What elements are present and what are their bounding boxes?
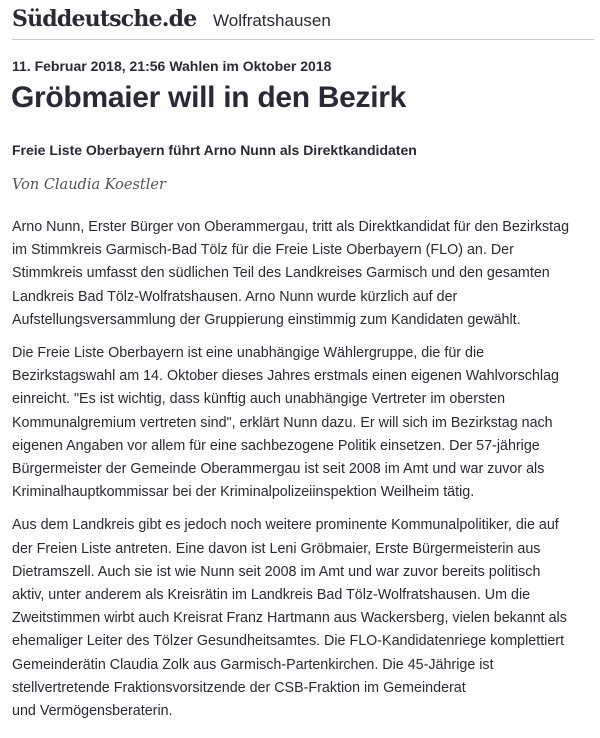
paragraph — [12, 514, 592, 723]
text-line: eigenen Angaben vor allem für eine sachbezogene Politik einsetzen. Der 57-jährige — [12, 437, 540, 454]
text-line: Dietramszell. Auch sie ist wie Nunn seit 2008 im Amt und war zuvor bereits politisch — [12, 563, 541, 580]
article-meta — [12, 58, 331, 74]
text-line: Aufstellungsversammlung der Gruppierung einstimmig zum Kandidaten gewählt. — [12, 311, 521, 328]
site-logo[interactable]: Süddeutsche.de — [12, 6, 197, 32]
header-divider — [12, 39, 594, 40]
text-line: Aus dem Landkreis gibt es jedoch noch weitere prominente Kommunalpolitiker, die auf — [12, 517, 559, 534]
article-date: 11. Februar 2018, 21:56 — [12, 58, 166, 74]
article-author: Von Claudia Koestler — [12, 177, 166, 193]
text-line: und Vermögensberaterin. — [12, 703, 173, 720]
article-teaser: Freie Liste Oberbayern führt Arno Nunn als Direktkandidaten — [12, 142, 417, 158]
paragraph — [12, 216, 592, 332]
text-line: Kommunalgremium vertreten sind", erklärt Nunn dazu. Er will sich im Bezirkstag nach — [12, 414, 553, 431]
text-line: einreicht. "Es ist wichtig, dass künftig auch unabhängige Vertreter im obersten — [12, 391, 506, 408]
text-line: Die Freie Liste Oberbayern ist eine unabhängige Wählergruppe, die für die — [12, 345, 485, 362]
text-line: Bürgermeister der Gemeinde Oberammergau ist seit 2008 im Amt und war zuvor als — [12, 461, 545, 478]
article-body — [12, 216, 592, 733]
text-line: Gemeinderätin Claudia Zolk aus Garmisch-Partenkirchen. Die 45-Jährige ist — [12, 656, 494, 673]
article-headline: Gröbmaier will in den Bezirk — [11, 81, 407, 114]
text-line: Arno Nunn, Erster Bürger von Oberammergau, tritt als Direktkandidat für den Bezirkstag — [12, 219, 570, 235]
site-header — [0, 0, 600, 40]
text-line: Zweitstimmen wirbt auch Kreisrat Franz Hartmann aus Wackersberg, vielen bekannt als — [12, 610, 567, 627]
text-line: Bezirkstagswahl am 14. Oktober dieses Jahres erstmals einen eigenen Wahlvorschlag — [12, 368, 559, 385]
text-line: ehemaliger Leiter des Tölzer Gesundheitsamtes. Die FLO-Kandidatenriege komplettiert — [12, 633, 565, 650]
text-line: aktiv, unter anderem als Kreisrätin im Landkreis Bad Tölz-Wolfratshausen. Um die — [12, 587, 531, 604]
section-link[interactable]: Wolfratshausen — [213, 11, 331, 30]
text-line: Kriminalhauptkommissar bei der Kriminalpolizeiinspektion Weilheim tätig. — [12, 484, 475, 501]
text-line: der Freien Liste antreten. Eine davon ist Leni Gröbmaier, Erste Bürgermeisterin aus — [12, 540, 541, 557]
text-line: im Stimmkreis Garmisch-Bad Tölz für die Freie Liste Oberbayern (FLO) an. Der — [12, 242, 514, 259]
paragraph — [12, 342, 592, 504]
text-line: stellvertretende Fraktionsvorsitzende der CSB-Fraktion im Gemeinderat — [12, 679, 466, 696]
article-topic: Wahlen im Oktober 2018 — [169, 58, 332, 74]
text-line: Stimmkreis umfasst den südlichen Teil des Landkreises Garmisch und den gesamten — [12, 265, 550, 282]
text-line: Landkreis Bad Tölz-Wolfratshausen. Arno Nunn wurde kürzlich auf der — [12, 288, 458, 305]
